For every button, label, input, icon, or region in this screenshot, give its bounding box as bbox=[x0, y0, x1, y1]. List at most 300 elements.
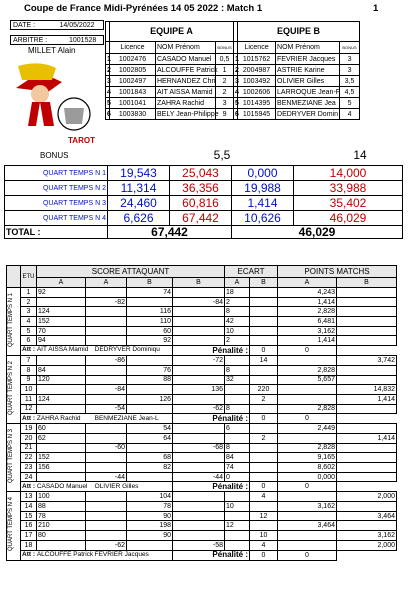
score-a-neg[interactable]: -62 bbox=[86, 540, 127, 550]
score-b-pos[interactable]: 76 bbox=[127, 365, 173, 375]
points-b[interactable] bbox=[337, 502, 397, 512]
ecart-a[interactable]: 10 bbox=[225, 502, 250, 512]
score-b-neg[interactable] bbox=[173, 521, 225, 531]
score-b-pos[interactable]: 198 bbox=[127, 521, 173, 531]
attacker-b[interactable]: BENMEZIANE Jean-L bbox=[94, 414, 159, 422]
player-b-name[interactable]: DEDRYVER Domin bbox=[277, 110, 338, 118]
penalite-b[interactable]: 0 bbox=[278, 482, 337, 492]
score-b-neg[interactable] bbox=[173, 511, 225, 521]
etu-cell: 7 bbox=[21, 356, 37, 366]
ecart-a[interactable] bbox=[225, 492, 250, 502]
bonus-a[interactable]: 3 bbox=[216, 98, 234, 109]
score-a-neg[interactable]: -84 bbox=[86, 385, 127, 395]
points-a[interactable] bbox=[278, 385, 337, 395]
page-title: Coupe de France Midi-Pyrénées 14 05 2022 : Match 1 bbox=[24, 3, 263, 14]
score-b-neg[interactable] bbox=[173, 336, 225, 346]
points-b[interactable] bbox=[337, 365, 397, 375]
points-b[interactable]: 14,832 bbox=[337, 385, 397, 395]
penalite-label: Pénalité : bbox=[173, 346, 250, 356]
ecart-b[interactable] bbox=[250, 317, 278, 327]
score-a-pos[interactable]: 152 bbox=[37, 317, 86, 327]
score-a-neg[interactable] bbox=[86, 521, 127, 531]
licence-b[interactable]: 2004987 bbox=[238, 65, 276, 76]
ecart-b[interactable] bbox=[250, 375, 278, 385]
quart-a-score: 19,543 bbox=[108, 166, 170, 181]
quart-label: QUART TEMPS N 4 bbox=[8, 497, 14, 552]
ecart-a[interactable] bbox=[225, 531, 250, 541]
ecart-a[interactable]: 84 bbox=[225, 453, 250, 463]
score-b-pos[interactable]: 104 bbox=[127, 492, 173, 502]
score-a-pos[interactable]: 84 bbox=[37, 365, 86, 375]
player-a-name[interactable]: AIT AISSA Mamid bbox=[156, 87, 216, 98]
score-a-neg[interactable] bbox=[86, 433, 127, 443]
licence-b-header: Licence bbox=[238, 42, 276, 54]
ecart-a[interactable] bbox=[225, 394, 250, 404]
etu-cell: 20 bbox=[21, 433, 37, 443]
score-a-neg[interactable] bbox=[86, 463, 127, 473]
quart-b-score: 1,414 bbox=[232, 196, 294, 211]
score-b-neg[interactable]: -58 bbox=[173, 540, 225, 550]
score-a-neg[interactable] bbox=[86, 394, 127, 404]
score-a-pos[interactable]: 88 bbox=[37, 502, 86, 512]
score-b-pos[interactable] bbox=[127, 443, 173, 453]
player-b-name[interactable]: BENMEZIANE Jea bbox=[276, 98, 340, 109]
ecart-a[interactable]: 2 bbox=[225, 297, 250, 307]
ecart-b[interactable] bbox=[250, 288, 278, 298]
score-a-neg[interactable]: -44 bbox=[86, 472, 127, 482]
score-a-neg[interactable] bbox=[86, 307, 127, 317]
points-b[interactable] bbox=[337, 443, 397, 453]
licence-b[interactable]: 1003492 bbox=[238, 76, 276, 87]
score-a-neg[interactable] bbox=[86, 511, 127, 521]
points-b[interactable] bbox=[337, 336, 397, 346]
quart-b-score: 0,000 bbox=[232, 166, 294, 181]
bonus-b[interactable]: 4 bbox=[340, 109, 360, 120]
licence-a[interactable]: 1001843 bbox=[110, 87, 156, 98]
points-a[interactable]: 3,464 bbox=[278, 521, 337, 531]
bonus-b[interactable]: 3 bbox=[340, 54, 360, 65]
score-a-pos[interactable]: 100 bbox=[37, 492, 86, 502]
points-a[interactable]: 6,481 bbox=[278, 317, 337, 327]
score-b-neg[interactable]: -68 bbox=[173, 443, 225, 453]
points-a[interactable]: 3,162 bbox=[278, 502, 337, 512]
player-b-name[interactable]: OLIVIER Gilles bbox=[276, 76, 340, 87]
score-a-pos[interactable]: 120 bbox=[37, 375, 86, 385]
ecart-a[interactable]: 10 bbox=[225, 326, 250, 336]
ecart-a[interactable]: 8 bbox=[225, 404, 250, 414]
ecart-b[interactable]: 14 bbox=[250, 356, 278, 366]
score-b-pos[interactable]: 90 bbox=[127, 511, 173, 521]
licence-a[interactable]: 1001041 bbox=[110, 98, 156, 109]
quart-a-score: 24,460 bbox=[108, 196, 170, 211]
bonus-a: 5,5 bbox=[213, 148, 231, 162]
points-a[interactable] bbox=[278, 433, 337, 443]
etu-cell: 2 bbox=[21, 297, 37, 307]
player-b-name[interactable]: ASTRIE Karine bbox=[276, 65, 340, 76]
points-a[interactable]: 9,165 bbox=[278, 453, 337, 463]
ecart-b[interactable]: 4 bbox=[250, 492, 278, 502]
etu-header: ETU bbox=[21, 266, 37, 288]
score-b-neg[interactable] bbox=[173, 326, 225, 336]
ecart-b[interactable]: 10 bbox=[250, 531, 278, 541]
score-a-pos[interactable] bbox=[37, 385, 86, 395]
points-b[interactable] bbox=[337, 463, 397, 473]
score-b-pos[interactable]: 74 bbox=[127, 288, 173, 298]
arbitre-name[interactable]: MILLET Alain bbox=[28, 46, 76, 55]
score-a-pos[interactable]: 80 bbox=[37, 531, 86, 541]
score-a-neg[interactable] bbox=[86, 365, 127, 375]
player-a-name[interactable]: BELY Jean-Philippe bbox=[157, 110, 219, 118]
ecart-b[interactable] bbox=[250, 307, 278, 317]
etu-cell: 15 bbox=[21, 511, 37, 521]
attacker-a[interactable]: ALCOUFFE Patrick bbox=[36, 550, 94, 558]
score-a-neg[interactable] bbox=[86, 336, 127, 346]
score-b-pos[interactable]: 90 bbox=[127, 531, 173, 541]
licence-b[interactable]: 1015762 bbox=[238, 54, 276, 65]
points-b[interactable]: 1,414 bbox=[337, 394, 397, 404]
ecart-b[interactable] bbox=[250, 365, 278, 375]
score-b-neg[interactable] bbox=[173, 375, 225, 385]
points-a-header: A bbox=[278, 278, 337, 288]
score-a-header: A bbox=[37, 278, 86, 288]
score-a-neg[interactable] bbox=[86, 288, 127, 298]
licence-b[interactable]: 1002606 bbox=[238, 87, 276, 98]
licence-b[interactable]: 1014395 bbox=[238, 98, 276, 109]
points-a[interactable]: 4,243 bbox=[278, 288, 337, 298]
points-a[interactable]: 1,414 bbox=[278, 336, 337, 346]
points-b[interactable] bbox=[337, 326, 397, 336]
etu-cell: 3 bbox=[21, 307, 37, 317]
penalite-b[interactable]: 0 bbox=[278, 550, 337, 560]
player-b-name[interactable]: FEVRIER Jacques bbox=[276, 54, 340, 65]
score-b-pos[interactable]: 64 bbox=[127, 433, 173, 443]
ecart-b[interactable] bbox=[250, 453, 278, 463]
ecart-b[interactable] bbox=[250, 472, 278, 482]
ecart-a[interactable]: 8 bbox=[225, 307, 250, 317]
player-number: 4 bbox=[107, 88, 111, 96]
ecart-b[interactable] bbox=[250, 502, 278, 512]
attacker-row bbox=[21, 414, 173, 424]
player-number: 4 bbox=[235, 88, 239, 96]
att-label: Att : bbox=[22, 346, 35, 354]
points-b[interactable] bbox=[337, 453, 397, 463]
points-a[interactable]: 2,828 bbox=[278, 404, 337, 414]
ecart-a[interactable]: 0 bbox=[225, 472, 250, 482]
penalite-b[interactable]: 0 bbox=[278, 414, 337, 424]
player-number: 1 bbox=[235, 55, 239, 63]
attacker-a[interactable]: AIT AISSA Mamid bbox=[36, 346, 89, 354]
points-b[interactable] bbox=[337, 404, 397, 414]
player-a-name[interactable]: CASADO Manuel bbox=[156, 54, 216, 65]
score-a-pos[interactable]: 124 bbox=[37, 307, 86, 317]
quart-b-score: 10,626 bbox=[232, 211, 294, 226]
points-a[interactable]: 2,449 bbox=[278, 424, 337, 434]
ecart-a[interactable] bbox=[225, 540, 250, 550]
score-b-pos[interactable] bbox=[127, 385, 173, 395]
points-b[interactable]: 1,414 bbox=[337, 433, 397, 443]
attacker-b[interactable]: OLIVIER Gilles bbox=[94, 482, 139, 490]
ecart-a[interactable] bbox=[225, 385, 250, 395]
score-b-pos[interactable]: 110 bbox=[127, 317, 173, 327]
ecart-a[interactable]: 8 bbox=[225, 365, 250, 375]
score-a-neg[interactable] bbox=[86, 492, 127, 502]
att-label: Att : bbox=[22, 550, 35, 558]
licence-a[interactable]: 1003830 bbox=[110, 109, 156, 120]
total-b: 46,029 bbox=[232, 226, 403, 239]
score-b-neg[interactable] bbox=[173, 317, 225, 327]
points-a[interactable] bbox=[278, 492, 337, 502]
points-a[interactable] bbox=[278, 394, 337, 404]
points-b[interactable] bbox=[337, 288, 397, 298]
score-a-pos[interactable]: 92 bbox=[37, 288, 86, 298]
score-b-neg[interactable] bbox=[173, 492, 225, 502]
score-b-neg[interactable]: -72 bbox=[173, 356, 225, 366]
attacker-a[interactable]: CASADO Manuel bbox=[36, 482, 88, 490]
score-b-pos[interactable]: 60 bbox=[127, 326, 173, 336]
score-a-pos[interactable]: 124 bbox=[37, 394, 86, 404]
score-b-neg[interactable] bbox=[173, 433, 225, 443]
ecart-a[interactable]: 74 bbox=[225, 463, 250, 473]
points-a[interactable]: 0,000 bbox=[278, 472, 337, 482]
score-b-pos[interactable]: 116 bbox=[127, 307, 173, 317]
score-b-pos[interactable] bbox=[127, 540, 173, 550]
score-a-pos[interactable]: 78 bbox=[37, 511, 86, 521]
attacker-b[interactable]: DEDRYVER Dominiqu bbox=[94, 346, 160, 354]
penalite-a[interactable]: 0 bbox=[250, 414, 278, 424]
score-a-neg[interactable]: -82 bbox=[86, 297, 127, 307]
score-b-neg[interactable] bbox=[173, 453, 225, 463]
points-b[interactable]: 2,000 bbox=[337, 540, 397, 550]
score-b-pos[interactable]: 82 bbox=[127, 463, 173, 473]
points-b[interactable]: 3,742 bbox=[337, 356, 397, 366]
points-b[interactable] bbox=[337, 472, 397, 482]
bonus-a[interactable]: 0,5 bbox=[216, 54, 234, 65]
player-a-name[interactable]: ALCOUFFE Patrick bbox=[157, 66, 218, 74]
quart-label: QUART TEMPS N 1 bbox=[5, 166, 108, 181]
ecart-a[interactable]: 42 bbox=[225, 317, 250, 327]
score-b-pos[interactable]: 88 bbox=[127, 375, 173, 385]
bonus-a[interactable]: 1 bbox=[216, 65, 234, 76]
points-b-header: B bbox=[337, 278, 397, 288]
score-a-neg[interactable]: -54 bbox=[86, 404, 127, 414]
ecart-b[interactable] bbox=[250, 463, 278, 473]
score-b-neg[interactable] bbox=[173, 288, 225, 298]
score-b-neg[interactable] bbox=[173, 365, 225, 375]
quart-label-vertical bbox=[7, 356, 21, 424]
licence-a[interactable]: 1002476 bbox=[110, 54, 156, 65]
score-b-neg[interactable]: -84 bbox=[173, 297, 225, 307]
player-number: 2 bbox=[107, 66, 111, 74]
points-b[interactable] bbox=[337, 317, 397, 327]
score-a-neg[interactable] bbox=[86, 453, 127, 463]
bonus-a[interactable]: 2 bbox=[216, 87, 234, 98]
ecart-b[interactable] bbox=[250, 404, 278, 414]
score-b-pos[interactable]: 92 bbox=[127, 336, 173, 346]
score-b-neg[interactable]: 136 bbox=[173, 385, 225, 395]
score-a-pos[interactable] bbox=[37, 356, 86, 366]
bonus-b[interactable]: 3,5 bbox=[340, 76, 360, 87]
points-b[interactable]: 3,162 bbox=[337, 531, 397, 541]
player-number: 5 bbox=[107, 99, 111, 107]
etu-cell: 13 bbox=[21, 492, 37, 502]
logo-text: TAROT bbox=[68, 136, 95, 145]
points-a[interactable]: 1,414 bbox=[278, 297, 337, 307]
attacker-b[interactable]: FEVRIER Jacques bbox=[94, 550, 149, 558]
arbitre-label: ARBITRE : bbox=[13, 37, 48, 44]
score-b-pos[interactable]: 68 bbox=[127, 453, 173, 463]
score-b-neg[interactable] bbox=[173, 394, 225, 404]
player-a-name[interactable]: HERNANDEZ Chri bbox=[157, 77, 216, 85]
licence-a[interactable]: 1002805 bbox=[110, 65, 156, 76]
points-a[interactable] bbox=[278, 356, 337, 366]
ecart-a[interactable]: 6 bbox=[225, 424, 250, 434]
quart-label: QUART TEMPS N 3 bbox=[5, 196, 108, 211]
score-b-neg[interactable] bbox=[173, 307, 225, 317]
page-number: 1 bbox=[373, 3, 379, 14]
ecart-b[interactable] bbox=[250, 297, 278, 307]
ecart-a[interactable]: 12 bbox=[225, 521, 250, 531]
quart-a-score: 11,314 bbox=[108, 181, 170, 196]
score-a-pos[interactable]: 156 bbox=[37, 463, 86, 473]
nom-b-header: NOM Prénom bbox=[276, 42, 340, 54]
points-b[interactable] bbox=[337, 375, 397, 385]
ecart-a[interactable] bbox=[225, 433, 250, 443]
ecart-b[interactable] bbox=[250, 521, 278, 531]
ecart-a[interactable] bbox=[225, 511, 250, 521]
ecart-b[interactable] bbox=[250, 336, 278, 346]
ecart-header: ECART bbox=[225, 266, 278, 278]
points-a[interactable]: 8,602 bbox=[278, 463, 337, 473]
ecart-a[interactable]: 2 bbox=[225, 336, 250, 346]
points-b[interactable] bbox=[337, 521, 397, 531]
player-number: 6 bbox=[235, 110, 239, 118]
licence-b[interactable]: 1015945 bbox=[238, 109, 276, 120]
score-b-neg[interactable] bbox=[173, 531, 225, 541]
score-a-pos[interactable] bbox=[37, 404, 86, 414]
penalite-a[interactable]: 0 bbox=[250, 346, 278, 356]
points-b[interactable]: 2,000 bbox=[337, 492, 397, 502]
score-a-neg[interactable] bbox=[86, 375, 127, 385]
score-a-pos[interactable]: 70 bbox=[37, 326, 86, 336]
score-a-pos[interactable] bbox=[37, 540, 86, 550]
bonus-label: BONUS bbox=[40, 151, 69, 160]
points-a[interactable]: 2,828 bbox=[278, 443, 337, 453]
player-a-name[interactable]: ZAHRA Rachid bbox=[156, 98, 216, 109]
quarts-table bbox=[4, 165, 403, 239]
score-a-neg[interactable] bbox=[86, 502, 127, 512]
etu-cell: 4 bbox=[21, 317, 37, 327]
score-b-pos[interactable]: 78 bbox=[127, 502, 173, 512]
score-a-pos[interactable]: 62 bbox=[37, 433, 86, 443]
score-a-pos[interactable] bbox=[37, 443, 86, 453]
ecart-b[interactable]: 2 bbox=[250, 394, 278, 404]
score-a-neg[interactable] bbox=[86, 424, 127, 434]
ecart-b-header: B bbox=[250, 278, 278, 288]
score-b-pos[interactable]: 126 bbox=[127, 394, 173, 404]
score-a-neg[interactable] bbox=[86, 531, 127, 541]
arbitre-id[interactable]: 1001528 bbox=[69, 37, 97, 44]
nom-a-header: NOM Prénom bbox=[156, 42, 216, 54]
total-label: TOTAL : bbox=[5, 226, 108, 239]
bonus-b[interactable]: 5 bbox=[340, 98, 360, 109]
score-a-neg[interactable]: -60 bbox=[86, 443, 127, 453]
score-a-neg[interactable] bbox=[86, 326, 127, 336]
player-b-name[interactable]: LARROQUE Jean-F bbox=[277, 88, 341, 96]
ecart-a[interactable] bbox=[225, 356, 250, 366]
points-a[interactable]: 2,828 bbox=[278, 365, 337, 375]
score-b-neg[interactable]: -44 bbox=[173, 472, 225, 482]
ecart-b[interactable]: 2 bbox=[250, 433, 278, 443]
date-value[interactable]: 14/05/2022 bbox=[59, 22, 95, 29]
date-box bbox=[10, 20, 104, 30]
score-a-neg[interactable] bbox=[86, 317, 127, 327]
att-label: Att : bbox=[22, 414, 35, 422]
bonus-a-header: BONUS bbox=[216, 42, 234, 54]
ecart-b[interactable]: 12 bbox=[250, 511, 278, 521]
attacker-a[interactable]: ZAHRA Rachid bbox=[36, 414, 81, 422]
points-a[interactable] bbox=[278, 540, 337, 550]
points-b[interactable] bbox=[337, 424, 397, 434]
score-a-pos[interactable]: 60 bbox=[37, 424, 86, 434]
bonus-a[interactable]: 9 bbox=[216, 109, 234, 120]
ecart-a[interactable]: 18 bbox=[225, 288, 250, 298]
score-b-pos[interactable] bbox=[127, 356, 173, 366]
score-a-pos[interactable]: 94 bbox=[37, 336, 86, 346]
ecart-a[interactable]: 32 bbox=[225, 375, 250, 385]
score-b-pos[interactable] bbox=[127, 404, 173, 414]
score-b-neg[interactable] bbox=[173, 502, 225, 512]
ecart-b[interactable]: 220 bbox=[250, 385, 278, 395]
bonus-a[interactable]: 2 bbox=[216, 76, 234, 87]
points-a[interactable]: 2,828 bbox=[278, 307, 337, 317]
ecart-b[interactable] bbox=[250, 326, 278, 336]
points-a[interactable]: 3,162 bbox=[278, 326, 337, 336]
points-a[interactable]: 5,657 bbox=[278, 375, 337, 385]
score-a-pos[interactable]: 210 bbox=[37, 521, 86, 531]
ecart-b[interactable] bbox=[250, 424, 278, 434]
score-a-neg[interactable]: -86 bbox=[86, 356, 127, 366]
points-b[interactable] bbox=[337, 297, 397, 307]
licence-a[interactable]: 1002497 bbox=[110, 76, 156, 87]
ecart-b[interactable]: 4 bbox=[250, 540, 278, 550]
points-a[interactable] bbox=[278, 511, 337, 521]
bonus-b[interactable]: 3 bbox=[340, 65, 360, 76]
points-b[interactable] bbox=[337, 307, 397, 317]
licence-a-header: Licence bbox=[110, 42, 156, 54]
etu-cell: 6 bbox=[21, 336, 37, 346]
penalite-a[interactable]: 0 bbox=[250, 482, 278, 492]
score-b-pos[interactable] bbox=[127, 297, 173, 307]
score-b-neg[interactable] bbox=[173, 463, 225, 473]
bonus-b: 14 bbox=[353, 148, 367, 162]
score-a-pos[interactable] bbox=[37, 297, 86, 307]
player-number: 6 bbox=[107, 110, 111, 118]
score-a-pos[interactable]: 152 bbox=[37, 453, 86, 463]
score-a-pos[interactable] bbox=[37, 472, 86, 482]
points-b[interactable]: 3,464 bbox=[337, 511, 397, 521]
points-header: POINTS MATCHS bbox=[278, 266, 397, 278]
penalite-a[interactable]: 0 bbox=[250, 550, 278, 560]
ecart-a[interactable]: 8 bbox=[225, 443, 250, 453]
score-b-pos[interactable] bbox=[127, 472, 173, 482]
penalite-b[interactable]: 0 bbox=[278, 346, 337, 356]
score-b-neg[interactable]: -62 bbox=[173, 404, 225, 414]
bonus-b[interactable]: 4,5 bbox=[340, 87, 360, 98]
score-b-pos[interactable]: 54 bbox=[127, 424, 173, 434]
points-a[interactable] bbox=[278, 531, 337, 541]
ecart-b[interactable] bbox=[250, 443, 278, 453]
score-b-neg[interactable] bbox=[173, 424, 225, 434]
